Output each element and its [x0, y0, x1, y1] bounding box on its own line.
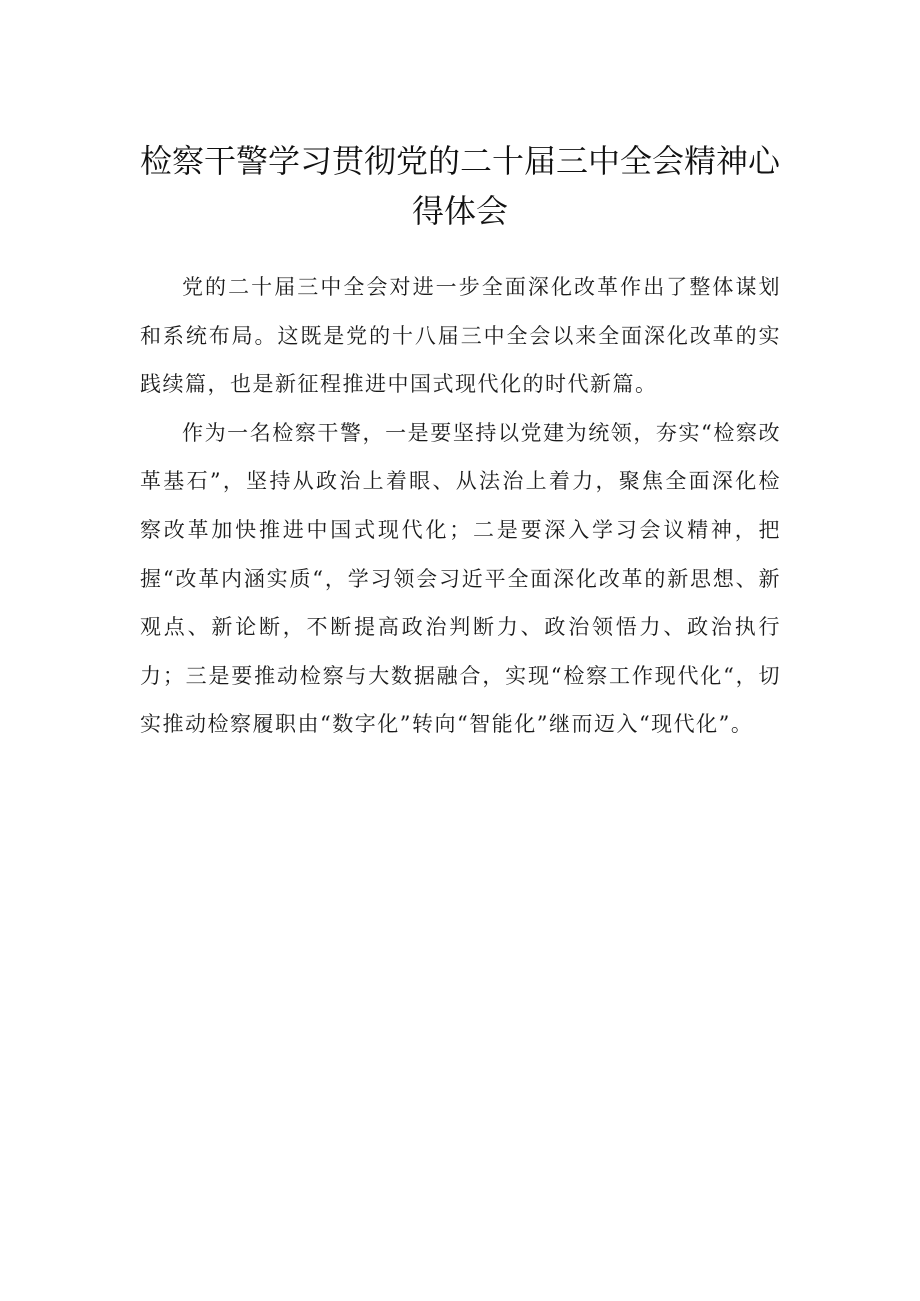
- document-title: 检察干警学习贯彻党的二十届三中全会精神心得体会: [140, 142, 781, 230]
- paragraph-1: 党的二十届三中全会对进一步全面深化改革作出了整体谋划和系统布局。这既是党的十八届三中全会以来全面深化改革的实践续篇，也是新征程推进中国式现代化的时代新篇。: [140, 275, 781, 397]
- document-body: [140, 263, 781, 749]
- paragraph-2: 作为一名检察干警，一是要坚持以党建为统领，夯实“检察改革基石”，坚持从政治上着眼、从法治上着力，聚焦全面深化检察改革加快推进中国式现代化；二是要深入学习会议精神，把握“改革内涵实质“，学习领会习近平全面深化改革的新思想、新观点、新论断，不断提高政治判断力、政治领悟力、政治执行力；三是要推动检察与大数据融合，实现“检察工作现代化“，切实推动检察履职由“数字化”转向“智能化”继而迈入“现代化”。: [140, 420, 781, 737]
